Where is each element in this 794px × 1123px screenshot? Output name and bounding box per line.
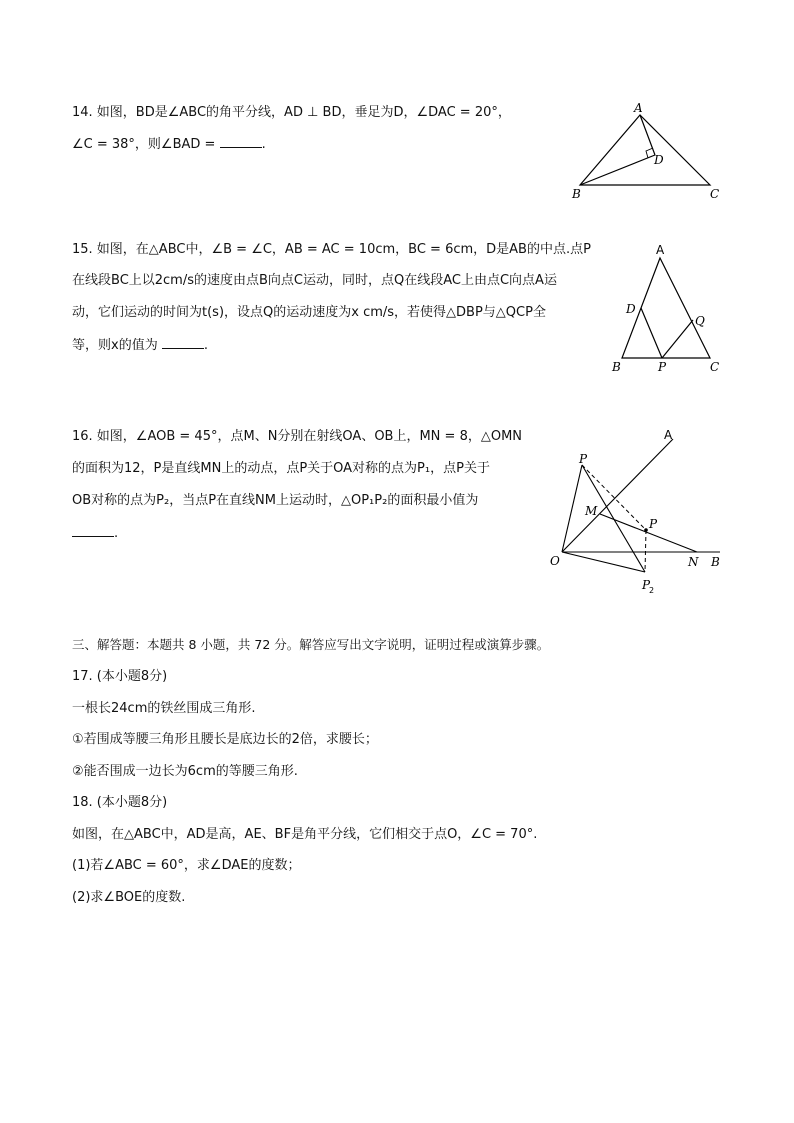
segment-dp — [641, 308, 662, 358]
label-a: A — [634, 101, 643, 115]
q16-line-4-end: . — [114, 526, 119, 541]
point-p — [644, 528, 648, 532]
dashed-pp2 — [645, 530, 646, 572]
label-c: C — [710, 360, 720, 374]
segment-bd — [580, 155, 655, 185]
label-d: D — [626, 302, 636, 316]
label-b: B — [711, 555, 720, 569]
q17-part-1: ①若围成等腰三角形且腰长是底边长的2倍，求腰长； — [72, 732, 378, 747]
label-o: O — [550, 554, 560, 568]
q15-line-2: 在线段BC上以2cm/s的速度由点B向点C运动，同时，点Q在线段AC上由点C向点A运 — [72, 273, 557, 288]
q17-stem: 一根长24cm的铁丝围成三角形. — [72, 701, 256, 716]
triangle-abc — [580, 115, 710, 185]
label-a: A — [664, 428, 673, 442]
answer-blank-15 — [162, 336, 204, 349]
q17-title: 17. (本小题8分) — [72, 669, 168, 684]
segment-pq — [662, 320, 693, 358]
segment-op2 — [562, 552, 645, 572]
label-a: A — [656, 243, 665, 257]
section-heading: 三、解答题：本题共 8 小题，共 72 分。解答应写出文字说明，证明过程或演算步骤。 — [72, 637, 550, 652]
label-b: B — [572, 187, 581, 201]
q14-line-2-text: ∠C = 38°，则∠BAD = — [72, 137, 216, 152]
q14-line-1: 14. 如图，BD是∠ABC的角平分线，AD ⊥ BD，垂足为D，∠DAC = 20°， — [72, 105, 511, 120]
q18-part-1: (1)若∠ABC = 60°，求∠DAE的度数； — [72, 858, 301, 873]
q15-figure — [600, 240, 730, 375]
q17-part-2: ②能否围成一边长为6cm的等腰三角形. — [72, 764, 298, 779]
q18-part-2: (2)求∠BOE的度数. — [72, 890, 186, 905]
q16-line-4 — [72, 524, 118, 543]
label-m: M — [585, 504, 598, 518]
answer-blank-16 — [72, 524, 114, 537]
label-c: C — [710, 187, 720, 201]
segment-op1 — [562, 465, 582, 552]
segment-p1p2 — [582, 465, 645, 572]
answer-blank-14 — [220, 135, 262, 148]
label-p2-subscript: 2 — [649, 586, 655, 595]
q14-line-2 — [72, 135, 266, 154]
label-q: Q — [695, 314, 705, 328]
segment-ad — [640, 115, 655, 155]
label-b: B — [612, 360, 621, 374]
label-p: P — [649, 517, 658, 531]
label-p2: P — [642, 578, 651, 592]
q14-figure — [560, 100, 740, 205]
label-d: D — [654, 153, 664, 167]
q18-title: 18. (本小题8分) — [72, 795, 168, 810]
q16-figure — [545, 425, 735, 600]
label-p1: P — [579, 452, 588, 466]
q15-line-4-end: . — [203, 338, 208, 353]
q16-line-2: 的面积为12，P是直线MN上的动点，点P关于OA对称的点为P₁，点P关于 — [72, 461, 490, 476]
q15-line-3: 动，它们运动的时间为t(s)，设点Q的运动速度为x cm/s，若使得△DBP与△QCP全 — [72, 305, 546, 320]
q16-line-3: OB对称的点为P₂，当点P在直线NM上运动时，△OP₁P₂的面积最小值为 — [72, 493, 479, 508]
q14-line-2-end: . — [261, 137, 266, 152]
label-p: P — [658, 360, 667, 374]
q15-line-4-text: 等，则x的值为 — [72, 338, 158, 353]
q15-line-4 — [72, 336, 208, 355]
label-n: N — [688, 555, 699, 569]
q18-stem: 如图，在△ABC中，AD是高，AE、BF是角平分线，它们相交于点O，∠C = 70°. — [72, 827, 538, 842]
q15-line-1: 15. 如图，在△ABC中，∠B = ∠C，AB = AC = 10cm，BC = 6cm，D是AB的中点.点P — [72, 242, 591, 257]
q16-line-1: 16. 如图，∠AOB = 45°，点M、N分别在射线OA、OB上，MN = 8，△OMN — [72, 429, 523, 444]
